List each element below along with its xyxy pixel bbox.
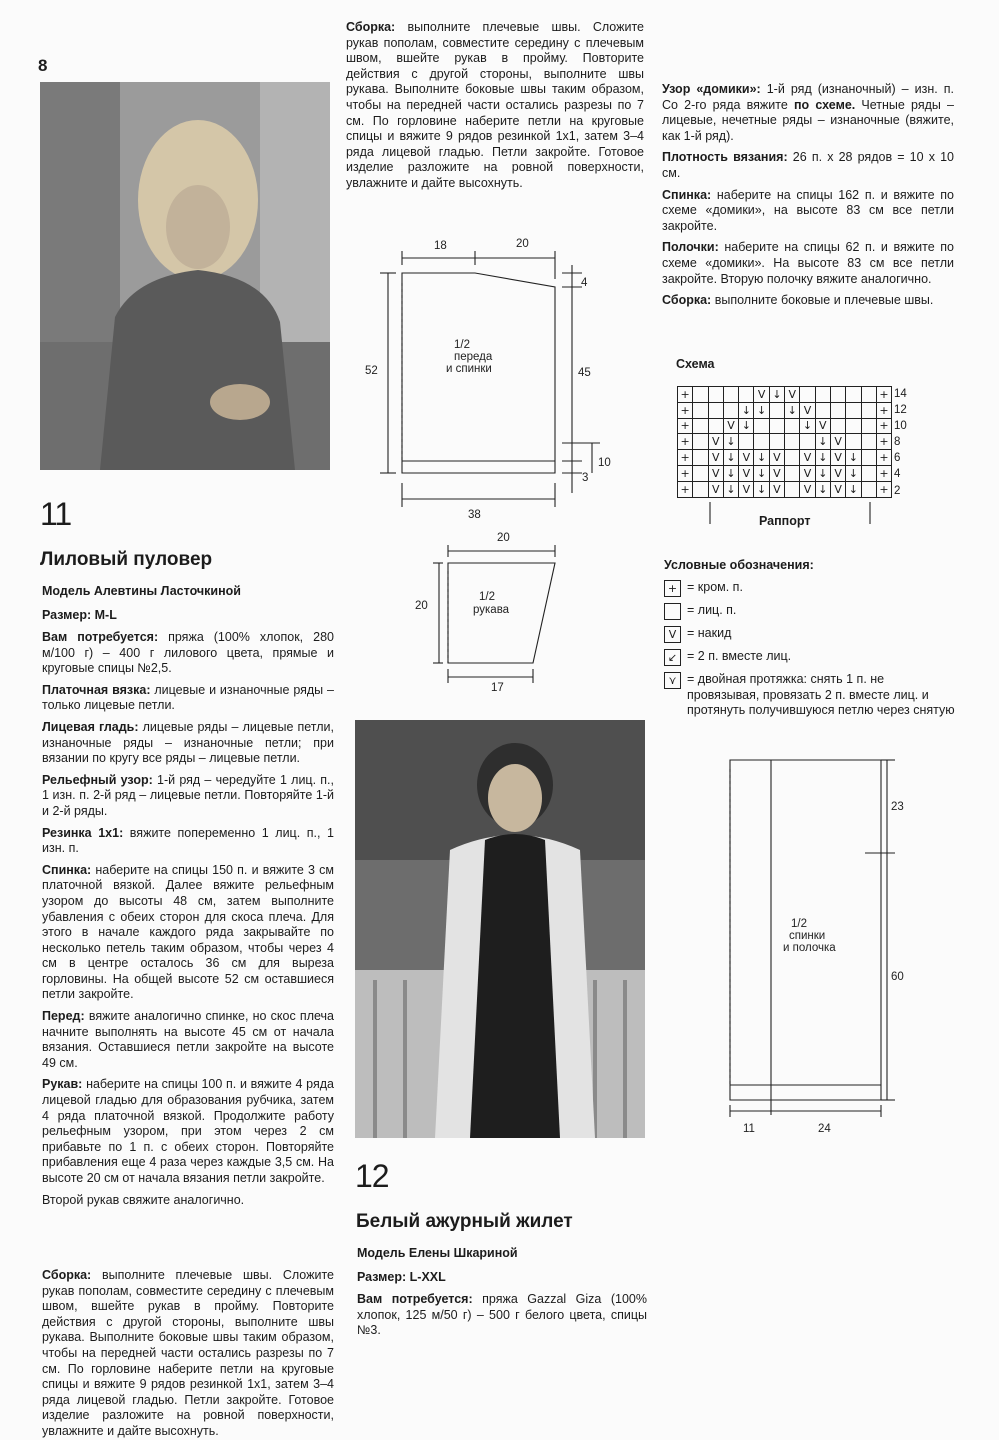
sleeve-label-1: 1/2 (479, 591, 495, 603)
assembly-label: Сборка: (42, 1268, 92, 1282)
schema-cell (785, 481, 800, 497)
schema-cell: ↓ (723, 465, 738, 481)
assembly-text: выполните плечевые швы. Сложите рукав пополам, совместите середину с плечевым швом, вшейте рукав в пройму. Повторите действия с другой стороны, выполните швы рукава. Выполните боковые швы таким образом, чтобы на передней части остались разрезы по 7 см. По горловине наберите петли на круговые спицы и вяжите 9 рядов резинкой 1x1, затем 3–4 ряда лицевой гладью. Петли закройте. Готовое изделие разложите на ровной поверхности, увлажните и дайте высохнуть. (42, 1268, 334, 1438)
garter-label: Платочная вязка: (42, 682, 151, 697)
schema-cell (693, 387, 708, 403)
schema-cell: ↓ (815, 450, 830, 466)
schema-cell: V (815, 418, 830, 434)
pattern-11-assembly-continued (346, 20, 644, 224)
schema-row (678, 418, 892, 434)
relief-text: 1-й ряд – чередуйте 1 лиц. п., 1 изн. п. 2-й ряд – лицевые петли. Повторяйте 1-й и 2-й ряды. (42, 772, 335, 818)
diagram-body (360, 235, 610, 525)
schema-row-number: 12 (894, 404, 907, 417)
pattern-11-size: Размер: M-L (42, 608, 117, 622)
schema-cell (800, 387, 815, 403)
pattern-12-title: Белый ажурный жилет (356, 1211, 573, 1232)
schema-cell (846, 418, 861, 434)
dim-height-total: 52 (365, 365, 378, 377)
legend-symbol-icon: + (664, 580, 681, 597)
body-label-3: и спинки (446, 363, 492, 375)
legend-item (664, 603, 959, 620)
houses-bold: по схеме. (794, 97, 856, 112)
schema-cell (708, 387, 723, 403)
schema-cell: V (723, 418, 738, 434)
front-label: Перед: (42, 1009, 85, 1024)
schema-cell (693, 434, 708, 450)
relief-label: Рельефный узор: (42, 772, 153, 787)
second-sleeve-text: Второй рукав свяжите аналогично. (42, 1192, 245, 1207)
schema-cell: V (830, 465, 845, 481)
schema-cell (846, 434, 861, 450)
back-text: наберите на спицы 150 п. и вяжите 3 см платочной вязкой. Далее вяжите рельефным узором до высоты 48 см, затем выполните убавления с обеих сторон для скоса плеча. Для этого в начале каждого ряда закрывайте по несколько петель таким образом, чтобы через 4 см в центре осталось 36 см для выреза горловины. На общей высоте 52 см оставшиеся петли закройте. (42, 862, 334, 1002)
pattern-11-text-column (42, 630, 334, 1214)
page-number: 8 (38, 56, 48, 75)
schema-row-number: 8 (894, 436, 901, 449)
legend-text: = двойная протяжка: снять 1 п. не провязывая, провязать 2 п. вместе лиц. и протянуть получившуюся петлю через снятую (687, 672, 955, 717)
rib-label: Резинка 1x1: (42, 825, 124, 840)
sleeve-label: Рукав: (42, 1077, 83, 1092)
pattern-11-model: Модель Алевтины Ласточкиной (42, 584, 241, 598)
vest-dim-upper: 23 (891, 801, 904, 813)
p12-needed-text: пряжа Gazzal Giza (100% хлопок, 125 м/50 г) – 500 г белого цвета, спицы №3. (357, 1292, 647, 1338)
schema-row (678, 387, 892, 403)
schema-row (678, 481, 892, 497)
body-label-2: переда (454, 351, 493, 363)
dim-slit: 10 (598, 457, 611, 469)
sleeve-text: наберите на спицы 100 п. и вяжите 4 ряда лицевой гладью для образования рубчика, затем 4 ряда платочной вязкой. Продолжите работу рельефным узором, при этом через 2 см прибавьте по 1 п. с обеих сторон. Повторяйте прибавления еще 4 раза через каждые 3,5 см. На высоте 20 см от начала вязания петли закройте. (42, 1077, 334, 1185)
schema-cell: + (678, 434, 693, 450)
schema-cell: ↓ (800, 418, 815, 434)
schema-cell: ↓ (739, 402, 754, 418)
fronts-text: наберите на спицы 62 п. и вяжите по схеме «домики». На высоте 83 см все петли закройте. Вторую полочку вяжите аналогично. (662, 240, 954, 286)
schema-cell (769, 402, 784, 418)
pattern-12-size: Размер: L-XXL (357, 1270, 446, 1284)
schema-cell: V (739, 465, 754, 481)
schema-cell: ↓ (723, 434, 738, 450)
schema-cell (739, 387, 754, 403)
schema-cell: ↓ (754, 465, 769, 481)
schema-cell: + (876, 450, 891, 466)
schema-cell (693, 418, 708, 434)
schema-cell (769, 434, 784, 450)
schema-cell (861, 434, 876, 450)
density-label: Плотность вязания: (662, 150, 788, 165)
schema-row-number: 6 (894, 452, 901, 465)
garter-text: лицевые и изнаночные ряды – только лицевые петли. (42, 682, 335, 713)
schema-cell: V (708, 465, 723, 481)
legend-item (664, 672, 959, 719)
schema-cell (861, 465, 876, 481)
p12-needed-label: Вам потребуется: (357, 1292, 473, 1306)
schema-cell: + (678, 402, 693, 418)
vest-label-1: 1/2 (791, 918, 807, 930)
schema-row (678, 450, 892, 466)
schema-cell (723, 402, 738, 418)
schema-cell (769, 418, 784, 434)
schema-cell: V (769, 481, 784, 497)
houses-text-a: 1-й ряд (изнаночный) – изн. п. Со 2-го ряда вяжите (662, 82, 954, 112)
schema-cell (723, 387, 738, 403)
assembly-label-cont: Сборка: (346, 20, 396, 34)
dim-width: 38 (468, 509, 481, 521)
dim-height-side: 45 (578, 367, 591, 379)
schema-cell (754, 418, 769, 434)
schema-cell: V (800, 465, 815, 481)
schema-cell: ↓ (815, 481, 830, 497)
schema-cell (693, 465, 708, 481)
schema-cell: ↓ (815, 465, 830, 481)
schema-cell: ↓ (723, 481, 738, 497)
schema-cell: + (876, 481, 891, 497)
needed-text: пряжа (100% хлопок, 280 м/100 г) – 400 г лилового цвета, прямые и круговые спицы №2,5. (42, 630, 334, 676)
schema-row-number: 2 (894, 484, 901, 497)
back-label: Спинка: (42, 862, 92, 877)
vest-label-3: и полочка (783, 942, 836, 954)
houses-text-b: Четные ряды – лицевые, нечетные ряды – изнаночные (вяжите, как 1-й ряд). (662, 97, 955, 143)
dim-hem: 3 (582, 472, 589, 484)
schema-cell (815, 387, 830, 403)
vest-dim-lower: 60 (891, 971, 904, 983)
schema-row-number: 14 (894, 388, 907, 400)
schema-cell (693, 402, 708, 418)
schema-cell (693, 450, 708, 466)
pattern-11-number: 11 (40, 496, 72, 532)
body-label-1: 1/2 (454, 339, 470, 351)
schema-cell: V (785, 387, 800, 403)
schema-row-number: 4 (894, 468, 901, 481)
schema-cell: V (800, 481, 815, 497)
vest-label-2: спинки (789, 930, 826, 942)
legend-text: = 2 п. вместе лиц. (687, 649, 792, 663)
schema-cell: V (739, 481, 754, 497)
schema-cell: + (678, 450, 693, 466)
schema-cell: V (830, 450, 845, 466)
schema-cell (861, 387, 876, 403)
legend-symbol-icon: V (664, 626, 681, 643)
schema-cell: V (769, 465, 784, 481)
schema-cell: ↓ (785, 402, 800, 418)
p12-assembly-label: Сборка: (662, 293, 712, 308)
schema-cell: ↓ (846, 481, 861, 497)
schema-cell: + (678, 418, 693, 434)
density-text: 26 п. х 28 рядов = 10 х 10 см. (662, 150, 954, 180)
dim-top-right: 20 (516, 238, 529, 250)
schema-title: Схема (676, 357, 715, 371)
legend-item (664, 580, 959, 597)
diagram-vest (715, 755, 915, 1140)
schema-cell (830, 418, 845, 434)
photo-white-vest-image (355, 720, 645, 1138)
schema-cell (754, 434, 769, 450)
sleeve-dim-bottom: 17 (491, 682, 504, 694)
legend-title: Условные обозначения: (664, 558, 814, 572)
schema-cell (815, 402, 830, 418)
legend-text: = лиц. п. (687, 603, 737, 617)
schema-cell (830, 387, 845, 403)
sleeve-dim-top: 20 (497, 532, 510, 544)
schema-cell (785, 434, 800, 450)
schema-cell: + (678, 465, 693, 481)
schema-cell (785, 450, 800, 466)
legend-item (664, 626, 959, 643)
schema-cell (830, 402, 845, 418)
schema-row (678, 402, 892, 418)
dim-top-left: 18 (434, 240, 447, 252)
needed-label: Вам потребуется: (42, 630, 159, 644)
p12-back-text: наберите на спицы 162 п. и вяжите по схеме «домики», на высоте 83 см все петли закройте. (662, 187, 954, 233)
schema-cell: ↓ (769, 387, 784, 403)
schema-cell: + (678, 481, 693, 497)
schema-cell: + (876, 434, 891, 450)
vest-dim-left: 11 (743, 1123, 755, 1135)
sleeve-dim-height: 20 (415, 600, 428, 612)
schema-cell: + (876, 402, 891, 418)
schema-cell: V (708, 450, 723, 466)
schema-cell (708, 418, 723, 434)
schema-cell (846, 387, 861, 403)
schema-cell: V (830, 481, 845, 497)
schema-row-numbers (894, 386, 907, 499)
houses-label: Узор «домики»: (662, 82, 761, 96)
stockinette-label: Лицевая гладь: (42, 719, 139, 734)
stockinette-text: лицевые ряды – лицевые петли, изнаночные ряды – изнаночные петли; при вязании по кругу все ряды – лицевые петли. (42, 719, 334, 766)
pattern-11-title: Лиловый пуловер (40, 549, 213, 570)
schema-cell: + (876, 387, 891, 403)
schema-cell (861, 450, 876, 466)
schema-cell: V (708, 434, 723, 450)
schema-cell: V (769, 450, 784, 466)
pattern-12-model: Модель Елены Шкариной (357, 1246, 518, 1260)
schema-cell: + (876, 418, 891, 434)
schema-cell (846, 402, 861, 418)
photo-lilac-pullover-image (40, 82, 330, 470)
legend-text: = накид (687, 626, 732, 640)
schema-cell: ↓ (754, 402, 769, 418)
schema-cell: + (678, 387, 693, 403)
schema-cell (861, 481, 876, 497)
schema-cell: ↓ (739, 418, 754, 434)
photo-white-vest (355, 720, 645, 1138)
schema-row (678, 434, 892, 450)
schema-cell (861, 418, 876, 434)
photo-lilac-pullover (40, 82, 330, 470)
vest-dim-right: 24 (818, 1123, 831, 1135)
pattern-12-number: 12 (355, 1158, 389, 1194)
schema-cell (785, 465, 800, 481)
legend (664, 580, 959, 725)
schema-cell: ↓ (846, 450, 861, 466)
p12-assembly-text: выполните боковые и плечевые швы. (711, 293, 934, 308)
schema-cell: V (754, 387, 769, 403)
schema-cell (785, 418, 800, 434)
schema-cell: ↓ (754, 450, 769, 466)
legend-text: = кром. п. (687, 580, 743, 594)
schema-cell (861, 402, 876, 418)
schema-cell: V (708, 481, 723, 497)
pattern-11-assembly-start (42, 1268, 334, 1438)
legend-symbol-icon: ⋎ (664, 672, 681, 689)
schema-cell: V (800, 402, 815, 418)
legend-symbol-icon (664, 603, 681, 620)
schema-cell (708, 402, 723, 418)
schema-cell: V (830, 434, 845, 450)
diagram-sleeve (405, 525, 575, 695)
schema-cell: ↓ (754, 481, 769, 497)
schema-cell (739, 434, 754, 450)
pattern-12-needed (357, 1292, 647, 1339)
sleeve-label-2: рукава (473, 604, 510, 616)
schema-cell: ↓ (815, 434, 830, 450)
legend-symbol-icon: ↙ (664, 649, 681, 666)
schema-cell: V (800, 450, 815, 466)
schema-cell: ↓ (846, 465, 861, 481)
rib-text: вяжите попеременно 1 лиц. п., 1 изн. п. (42, 825, 335, 856)
schema-cell: + (876, 465, 891, 481)
schema-row (678, 465, 892, 481)
pattern-12-text-column (662, 82, 954, 315)
p12-back-label: Спинка: (662, 187, 712, 202)
schema-grid (677, 386, 892, 498)
schema-repeat-label: Раппорт (759, 514, 811, 528)
fronts-label: Полочки: (662, 240, 719, 255)
dim-shoulder: 4 (581, 277, 588, 289)
schema-cell (800, 434, 815, 450)
schema-cell: V (739, 450, 754, 466)
schema-row-number: 10 (894, 420, 907, 433)
schema-cell (693, 481, 708, 497)
front-text: вяжите аналогично спинке, но скос плеча начните выполнять на высоте 45 см от начала вязания. Оставшиеся петли закройте на высоте 49 см. (42, 1009, 334, 1070)
schema-cell: ↓ (723, 450, 738, 466)
assembly-text-cont: выполните плечевые швы. Сложите рукав пополам, совместите середину с плечевым швом, вшейте рукав в пройму. Повторите действия с другой стороны, выполните швы рукава. Выполните боковые швы таким образом, чтобы на передней части остались разрезы по 7 см. По горловине наберите петли на круговые спицы и вяжите 9 рядов резинкой 1x1, затем 3–4 ряда лицевой гладью. Петли закройте. Готовое изделие разложите на ровной поверхности, увлажните и дайте высохнуть. (346, 20, 644, 190)
legend-item (664, 649, 959, 666)
